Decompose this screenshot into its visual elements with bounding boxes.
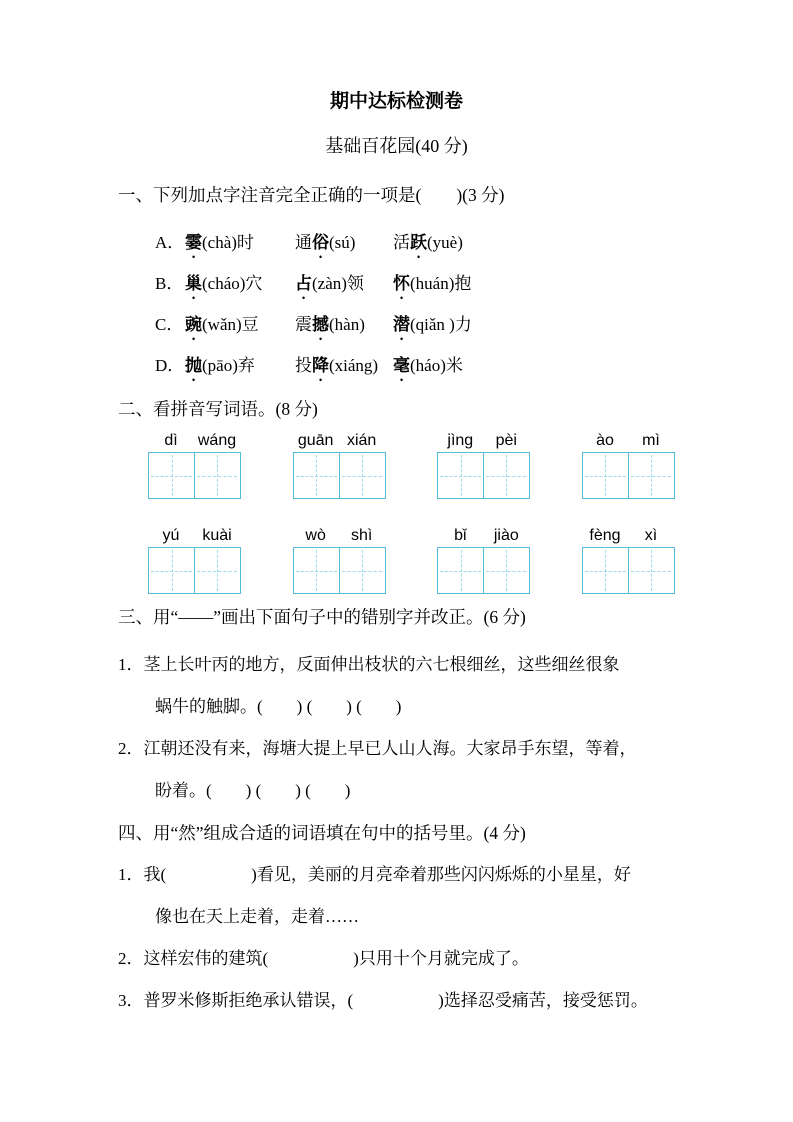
pinyin-word-group-2 (293, 430, 386, 499)
grid-cell (483, 453, 528, 498)
question4-items (118, 854, 675, 1022)
pinyin-syllable: yú (162, 527, 180, 544)
question3-item-1 (118, 644, 675, 728)
grid-cell (339, 548, 384, 593)
pinyin-label (437, 525, 530, 547)
pinyin-syllable: mì (642, 432, 660, 449)
question3-heading: 三、用“——”画出下面句子中的错别字并改正。(6 分) (118, 607, 526, 627)
option-c (118, 304, 675, 345)
option-d-word-2: 投降(xiáng) (295, 356, 379, 375)
section-subtitle: 基础百花园(40 分) (325, 136, 468, 156)
grid-cell (149, 548, 194, 593)
pinyin-label (293, 525, 386, 547)
question4-item-3 (118, 980, 675, 1022)
question3-item-2 (118, 728, 675, 812)
question4-item-1 (118, 854, 675, 938)
option-d-label: D． (155, 356, 185, 375)
sentence-line: 3．普罗米修斯拒绝承认错误，( )选择忍受痛苦，接受惩罚。 (118, 991, 648, 1010)
writing-grid (437, 547, 530, 594)
pinyin-syllable: wò (305, 527, 326, 544)
grid-cell (438, 548, 483, 593)
option-d-word-1: 抛(pāo)弃 (185, 356, 255, 375)
option-a-word-2: 通俗(sú) (295, 233, 356, 252)
pinyin-syllable: shì (350, 527, 373, 544)
pinyin-syllable: ào (596, 432, 614, 449)
pinyin-syllable: pèi (495, 432, 517, 449)
pinyin-syllable: fèng (589, 527, 621, 544)
question4-item-2 (118, 938, 675, 980)
sentence-line: 盼着。( ) ( ) ( ) (155, 781, 351, 800)
option-b-word-1: 巢(cháo)穴 (185, 274, 263, 293)
grid-cell (149, 453, 194, 498)
option-b (118, 263, 675, 304)
option-d-word-3: 毫(háo)米 (393, 356, 463, 375)
option-b-word-2: 占(zàn)领 (295, 274, 364, 293)
writing-grid (148, 452, 241, 499)
pinyin-syllable: jiào (493, 527, 519, 544)
pinyin-syllable: xì (644, 527, 658, 544)
option-c-word-1: 豌(wǎn)豆 (185, 315, 259, 334)
grid-cell (628, 548, 673, 593)
question1-heading: 一、下列加点字注音完全正确的一项是( )(3 分) (118, 185, 505, 205)
page-title: 期中达标检测卷 (329, 91, 463, 112)
pinyin-word-group-7 (437, 525, 530, 594)
writing-grid (148, 547, 241, 594)
option-a-label: A． (155, 233, 185, 252)
grid-cell (628, 453, 673, 498)
pinyin-label (148, 430, 241, 452)
pinyin-word-group-3 (437, 430, 530, 499)
question2-heading: 二、看拼音写词语。(8 分) (118, 399, 318, 419)
pinyin-row-1 (148, 430, 675, 499)
writing-grid (293, 547, 386, 594)
sentence-line: 像也在天上走着，走着…… (155, 907, 359, 926)
grid-cell (194, 548, 239, 593)
pinyin-word-group-1 (148, 430, 241, 499)
option-a-word-1: 霎(chà)时 (185, 233, 254, 252)
pinyin-label (582, 430, 675, 452)
pinyin-label (582, 525, 675, 547)
sentence-line: 1．茎上长叶丙的地方，反面伸出枝状的六七根细丝，这些细丝很象 (118, 655, 620, 674)
pinyin-syllable: kuài (202, 527, 232, 544)
grid-cell (583, 548, 628, 593)
grid-cell (294, 548, 339, 593)
pinyin-word-group-5 (148, 525, 241, 594)
sentence-line: 1．我( )看见，美丽的月亮牵着那些闪闪烁烁的小星星，好 (118, 865, 631, 884)
pinyin-label (148, 525, 241, 547)
pinyin-label (437, 430, 530, 452)
question3-items (118, 644, 675, 812)
grid-cell (483, 548, 528, 593)
option-d (118, 345, 675, 386)
option-a-word-3: 活跃(yuè) (393, 233, 463, 252)
pinyin-word-group-6 (293, 525, 386, 594)
sentence-line: 2．江朝还没有来，海塘大提上早已人山人海。大家昂手东望，等着， (118, 739, 637, 758)
question1-options (118, 222, 675, 386)
pinyin-syllable: bǐ (454, 527, 467, 544)
pinyin-syllable: dì (164, 432, 178, 449)
option-b-word-3: 怀(huán)抱 (393, 274, 472, 293)
writing-grid (293, 452, 386, 499)
grid-cell (194, 453, 239, 498)
option-c-label: C． (155, 315, 184, 334)
option-c-word-3: 潜(qiǎn )力 (393, 315, 472, 334)
grid-cell (294, 453, 339, 498)
pinyin-word-group-4 (582, 430, 675, 499)
grid-cell (583, 453, 628, 498)
pinyin-row-2 (148, 525, 675, 594)
sentence-line: 2．这样宏伟的建筑( )只用十个月就完成了。 (118, 949, 529, 968)
grid-cell (438, 453, 483, 498)
writing-grid (437, 452, 530, 499)
pinyin-syllable: xián (346, 432, 377, 449)
pinyin-label (293, 430, 386, 452)
option-b-label: B． (155, 274, 184, 293)
option-c-word-2: 震撼(hàn) (295, 315, 365, 334)
pinyin-syllable: wáng (197, 432, 237, 449)
option-a (118, 222, 675, 263)
pinyin-syllable: jìng (447, 432, 474, 449)
sentence-line: 蜗牛的触脚。( ) ( ) ( ) (155, 697, 402, 716)
pinyin-word-group-8 (582, 525, 675, 594)
question4-heading: 四、用“然”组成合适的词语填在句中的括号里。(4 分) (118, 823, 526, 843)
grid-cell (339, 453, 384, 498)
pinyin-syllable: guān (297, 432, 334, 449)
writing-grid (582, 452, 675, 499)
writing-grid (582, 547, 675, 594)
